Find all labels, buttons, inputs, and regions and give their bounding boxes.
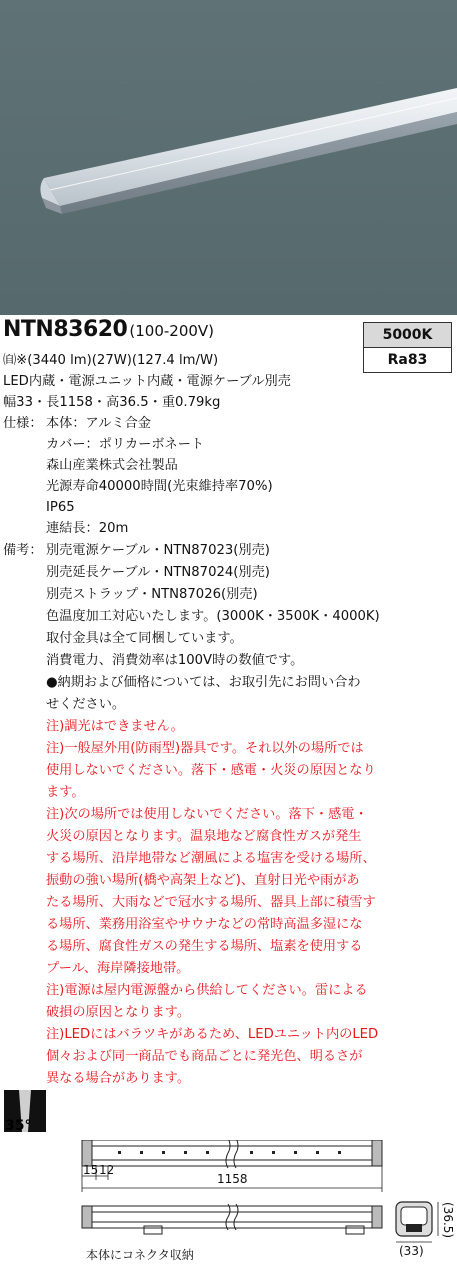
- warning-line: プール、海岸隣接地帯。: [46, 961, 190, 976]
- warning-line: たる場所、大雨などで冠水する場所、器具上部に積雪す: [46, 895, 376, 910]
- note-item: 別売電源ケーブル・NTN87023(別売): [46, 543, 270, 558]
- dimension-length: 1158: [217, 1172, 248, 1186]
- warning-line: する場所、沿岸地帯など潮風による塩害を受ける場所、: [46, 851, 376, 866]
- warning-line: 使用しないでください。落下・感電・火災の原因となり: [46, 763, 376, 778]
- voltage-range: (100-200V): [129, 322, 215, 340]
- spec-item: 連結長：20m: [46, 521, 129, 536]
- warning-line: 注)電源は屋内電源盤から供給してください。雷による: [46, 983, 368, 998]
- dimension-15: 15: [83, 1163, 99, 1177]
- built-in-line: LED内蔵・電源ユニット内蔵・電源ケーブル別売: [3, 374, 291, 389]
- warning-line: る場所、業務用浴室やサウナなどの常時高温多湿にな: [46, 917, 363, 932]
- note-item: 別売ストラップ・NTN87026(別売): [46, 587, 258, 602]
- note-item: 取付金具は全て同梱しています。: [46, 631, 243, 646]
- note-item: 色温度加工対応いたします。(3000K・3500K・4000K): [46, 609, 380, 624]
- warning-line: ます。: [46, 785, 85, 800]
- dimension-height: (36.5): [441, 1202, 455, 1239]
- warning-line: 注)一般屋外用(防雨型)器具です。それ以外の場所では: [46, 741, 364, 756]
- spec-item: 光源寿命40000時間(光束維持率70%): [46, 479, 273, 494]
- warning-line: る場所、腐食性ガスの発生する場所、塩素を使用する: [46, 939, 363, 954]
- note-item: せください。: [46, 697, 126, 712]
- spec-box: [363, 322, 452, 373]
- model-heading: [3, 317, 214, 342]
- notes-row: [3, 541, 270, 560]
- warning-line: 振動の強い場所(橋や高架上など)、直射日光や雨があ: [46, 873, 360, 888]
- spec-item: IP65: [46, 500, 75, 515]
- dimensions-line: 幅33・長1158・高36.5・重0.79kg: [3, 395, 221, 410]
- note-item: ●納期および価格については、お取引先にお問い合わ: [46, 675, 361, 690]
- model-number: NTN83620: [3, 317, 128, 342]
- spec-item: カバー：ポリカーボネート: [46, 437, 205, 452]
- warning-line: 個々および同一商品でも商品ごとに発光色、明るさが: [46, 1049, 363, 1064]
- note-item: 消費電力、消費効率は100V時の数値です。: [46, 653, 304, 668]
- warning-line: 注)LEDにはバラツキがあるため、LEDユニット内のLED: [46, 1027, 379, 1042]
- rating-line: ㉂※(3440 lm)(27W)(127.4 lm/W): [3, 353, 219, 368]
- warning-line: 異なる場合があります。: [46, 1071, 191, 1086]
- spec-item: 森山産業株式会社製品: [46, 458, 178, 473]
- notes-label: 備考：: [3, 543, 43, 558]
- dimension-drawing: [0, 1140, 457, 1273]
- warning-line: 火災の原因となります。温泉地など腐食性ガスが発生: [46, 829, 362, 844]
- color-temperature: 5000K: [364, 323, 451, 348]
- warning-line: 注)次の場所では使用しないでください。落下・感電・: [46, 807, 368, 822]
- spec-label: 仕様：: [3, 416, 43, 431]
- warning-line: 注)調光はできません。: [46, 719, 184, 734]
- product-photo: [0, 0, 457, 315]
- warning-line: 破損の原因となります。: [46, 1005, 191, 1020]
- color-rendering-index: Ra83: [364, 348, 451, 372]
- led-bar-illustration: [0, 0, 457, 315]
- spec-row: [3, 414, 151, 433]
- dimension-12: 12: [99, 1163, 115, 1177]
- dimension-width: (33): [399, 1244, 424, 1258]
- spec-item: 本体：アルミ合金: [46, 416, 151, 431]
- note-item: 別売延長ケーブル・NTN87024(別売): [46, 565, 270, 580]
- drawing-caption: 本体にコネクタ収納: [86, 1248, 194, 1262]
- beam-angle-label: 35°: [5, 1118, 32, 1134]
